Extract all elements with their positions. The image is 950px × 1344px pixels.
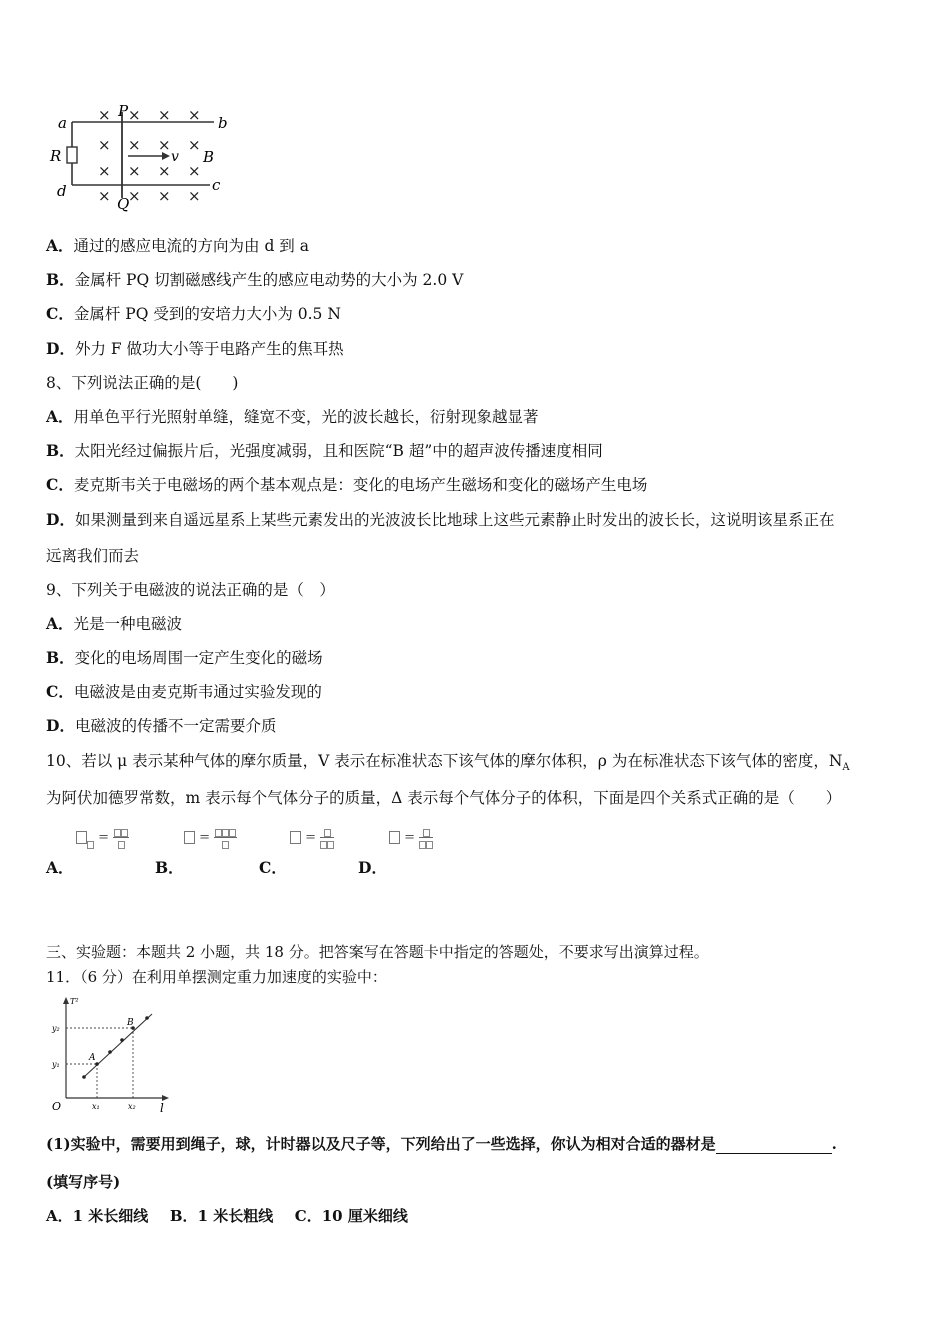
answer-blank[interactable] [716,1137,832,1154]
field-cross: × [188,106,201,124]
x2-label: x₂ [128,1102,136,1111]
q10-stem-line1: 10、若以 μ 表示某种气体的摩尔质量，V 表示在标准状态下该气体的摩尔体积，ρ 为在标准状态下该气体的密度，$N_A$ [46,752,850,774]
field-cross: × [158,187,171,205]
formula-label-a: A． [46,858,74,877]
data-point [120,1038,124,1042]
q11-fill-hint: (填写序号) [46,1173,121,1191]
data-point [82,1075,86,1079]
label-b: b [218,114,228,132]
y2-label: y₂ [52,1024,60,1033]
circuit-figure [44,98,244,212]
fit-line [84,1014,152,1077]
label-field-b: B [203,148,215,166]
field-cross: × [188,162,201,180]
q10-stem-line2: 为阿伏加德罗常数，m 表示每个气体分子的质量，Δ 表示每个气体分子的体积，下面是四个关系式正确的是（ ） [46,789,842,807]
formula-label-d: D． [358,858,387,877]
q11-stem: 11．（6 分）在利用单摆测定重力加速度的实验中： [46,968,387,986]
q11-choices: A．1 米长细线 B．1 米长粗线 C．10 厘米细线 [46,1207,408,1225]
t2-vs-l-graph [44,994,174,1114]
point-a-label: A [89,1053,96,1063]
y1-label: y₁ [52,1060,60,1069]
q9-option-c: C．电磁波是由麦克斯韦通过实验发现的 [46,682,322,701]
formula-a: = [76,826,129,849]
label-q: Q [117,195,130,212]
resistor [67,147,77,163]
q7-option-d: D．外力 F 做功大小等于电路产生的焦耳热 [46,339,344,358]
q8-stem: 8、下列说法正确的是( ) [46,374,239,392]
field-cross: × [98,187,111,205]
field-cross: × [158,136,171,154]
field-cross: × [128,136,141,154]
formula-b: = [184,826,237,849]
label-r: R [50,147,62,165]
q9-option-b: B．变化的电场周围一定产生变化的磁场 [46,648,323,667]
label-p: P [118,102,129,120]
field-cross: × [128,187,141,205]
label-a: a [58,114,67,132]
field-cross: × [98,136,111,154]
field-cross: × [128,106,141,124]
q7-option-b: B．金属杆 PQ 切割磁感线产生的感应电动势的大小为 2.0 V [46,270,464,289]
q9-option-a: A．光是一种电磁波 [46,614,183,633]
formula-c: = [290,826,334,849]
q8-option-d: D．如果测量到来自遥远星系上某些元素发出的光波波长比地球上这些元素静止时发出的波长长，这说明该星系正在 [46,510,835,529]
label-v: v [171,149,179,165]
q11-sub1: (1)实验中，需要用到绳子，球，计时器以及尺子等，下列给出了一些选择，你认为相对合适的器材是 . [46,1135,837,1153]
q8-option-b: B．太阳光经过偏振片后，光强度减弱，且和医院“B 超”中的超声波传播速度相同 [46,441,603,460]
q8-option-a: A．用单色平行光照射单缝，缝宽不变，光的波长越长，衍射现象越显著 [46,407,539,426]
field-cross: × [158,162,171,180]
q9-stem: 9、下列关于电磁波的说法正确的是（ ） [46,581,335,599]
formula-label-c: C． [259,858,287,877]
q7-option-a: A．通过的感应电流的方向为由 d 到 a [46,236,309,255]
q7-option-c: C．金属杆 PQ 受到的安培力大小为 0.5 N [46,304,341,323]
field-cross: × [188,187,201,205]
q8-option-d-continued: 远离我们而去 [46,547,140,565]
q8-option-c: C．麦克斯韦关于电磁场的两个基本观点是：变化的电场产生磁场和变化的磁场产生电场 [46,475,648,494]
point-b-label: B [127,1018,134,1028]
data-point [108,1050,112,1054]
field-cross: × [188,136,201,154]
data-point [145,1016,149,1020]
formula-label-b: B． [155,858,184,877]
field-cross: × [98,106,111,124]
label-c: c [212,176,221,194]
field-cross: × [98,162,111,180]
field-cross: × [158,106,171,124]
label-d: d [57,182,67,200]
x-axis-label: l [160,1101,164,1114]
formula-d: = [389,826,433,849]
origin-label: O [52,1100,62,1113]
section-3-heading: 三、实验题：本题共 2 小题，共 18 分。把答案写在答题卡中指定的答题处，不要求写出演算过程。 [46,943,709,961]
data-point-a [95,1062,99,1066]
y-axis-label: T² [70,997,79,1006]
q10-formulas [46,826,526,876]
x1-label: x₁ [92,1102,100,1111]
q9-option-d: D．电磁波的传播不一定需要介质 [46,716,277,735]
field-cross: × [128,162,141,180]
